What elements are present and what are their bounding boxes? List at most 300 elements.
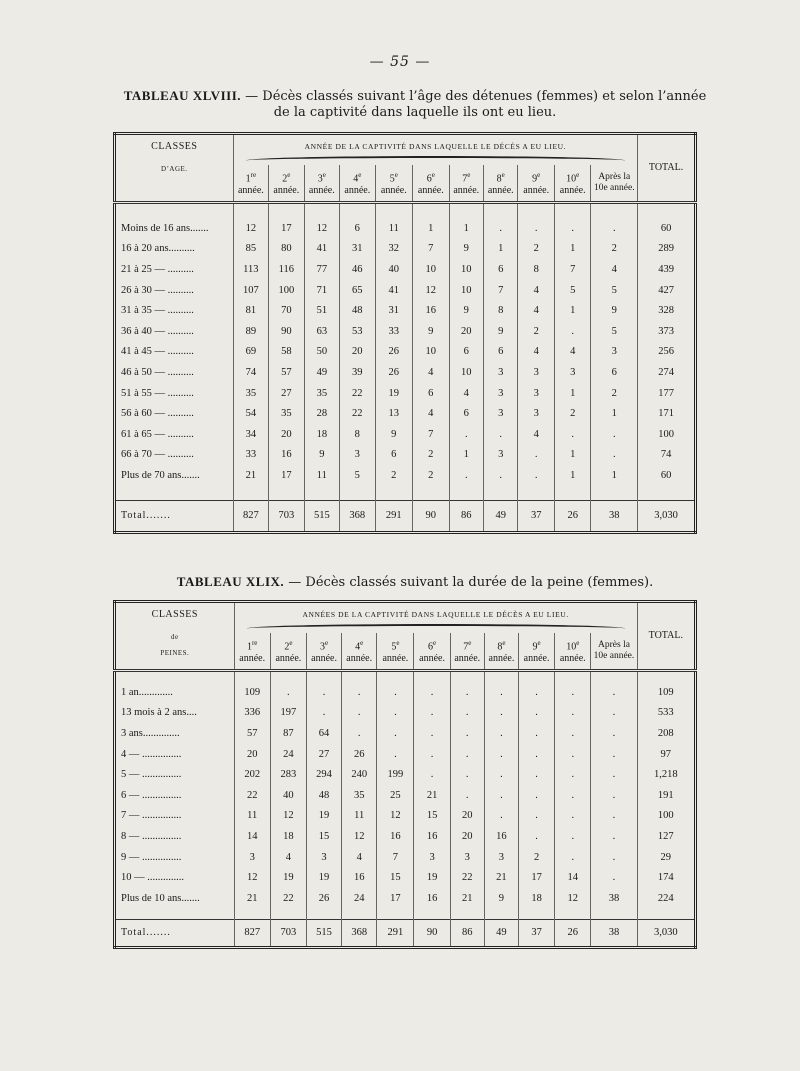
year-header-6 — [414, 633, 450, 671]
table-cell: 197 — [270, 703, 306, 724]
class-header-label: CLASSES — [151, 141, 198, 152]
brace-decoration — [246, 156, 625, 165]
year-suffix: e — [322, 170, 326, 179]
table-cell: . — [519, 826, 555, 847]
year-suffix: re — [250, 170, 257, 179]
row-label: Plus de 70 ans....... — [115, 465, 234, 486]
table-49-title — [115, 574, 715, 591]
table-cell: . — [591, 744, 637, 765]
table-49 — [113, 600, 697, 949]
year-header-4 — [340, 165, 375, 203]
table-cell: 2 — [591, 239, 638, 260]
year-number: 5 — [389, 173, 395, 185]
year-number: 7 — [463, 641, 469, 653]
table-row — [115, 445, 696, 466]
table-cell: 22 — [234, 785, 270, 806]
column-total: 368 — [340, 500, 375, 532]
year-header-9 — [518, 165, 554, 203]
class-header-sublabel: D’AGE. — [161, 165, 188, 173]
year-suffix: e — [324, 638, 329, 647]
column-total: 49 — [484, 919, 518, 947]
table-cell: 40 — [375, 259, 413, 280]
year-word: année. — [239, 653, 266, 665]
table-cell: 4 — [518, 424, 554, 445]
table-48-title — [115, 88, 715, 121]
spacer-row — [115, 671, 696, 683]
table-cell: 13 — [375, 403, 413, 424]
table-row — [115, 362, 696, 383]
table-cell: 2 — [413, 445, 449, 466]
table-cell: 4 — [270, 847, 306, 868]
table-row — [115, 321, 696, 342]
table-cell: 63 — [304, 321, 339, 342]
table-cell: 57 — [234, 723, 270, 744]
table-cell: 16 — [377, 826, 414, 847]
table-cell: 35 — [233, 383, 268, 404]
table-cell: 16 — [414, 888, 450, 909]
row-total: 1,218 — [653, 769, 678, 781]
table-cell: 54 — [233, 403, 268, 424]
table-cell: 6 — [340, 218, 375, 239]
table-cell: . — [450, 764, 484, 785]
spacer-cell — [115, 486, 234, 501]
table-cell: . — [484, 764, 518, 785]
table-cell: 1 — [591, 465, 638, 486]
year-suffix: e — [537, 638, 541, 647]
column-total: 515 — [304, 500, 339, 532]
table-cell: 4 — [591, 259, 638, 280]
total-column-header: TOTAL. — [638, 134, 696, 203]
class-column-header — [115, 602, 235, 671]
table-cell: . — [484, 682, 518, 703]
table-cell: 17 — [377, 888, 414, 909]
row-label: 46 à 50 — .......... — [115, 362, 234, 383]
table-cell: 20 — [269, 424, 304, 445]
table-cell: 58 — [269, 342, 304, 363]
spacer-cell — [377, 671, 414, 683]
spacer-cell — [234, 909, 270, 920]
year-word: année. — [523, 653, 550, 665]
spacer-cell — [555, 671, 591, 683]
table-cell: 1 — [484, 239, 518, 260]
table-cell: 17 — [269, 218, 304, 239]
column-total: 37 — [518, 500, 554, 532]
row-total: 289 — [658, 243, 674, 255]
column-total: 37 — [519, 919, 555, 947]
spacer-cell — [377, 909, 414, 920]
table-cell: 11 — [304, 465, 339, 486]
table-cell: 32 — [375, 239, 413, 260]
table-cell: 5 — [591, 321, 638, 342]
year-word: année. — [487, 185, 514, 197]
table-cell: . — [484, 703, 518, 724]
year-header-1 — [234, 633, 270, 671]
row-total: 328 — [658, 305, 674, 317]
table-row — [115, 239, 696, 260]
row-total: 439 — [658, 263, 674, 275]
row-total: 174 — [657, 872, 674, 884]
table-cell: . — [414, 764, 450, 785]
table-cell: 57 — [269, 362, 304, 383]
header-row — [115, 602, 696, 634]
table-cell: 1 — [554, 239, 590, 260]
table-cell: 12 — [413, 280, 449, 301]
table-cell: . — [518, 465, 554, 486]
column-total: 827 — [234, 919, 270, 947]
total-column-header: TOTAL. — [637, 602, 695, 671]
column-total: 827 — [233, 500, 268, 532]
row-label: 36 à 40 — .......... — [115, 321, 234, 342]
column-total: 38 — [591, 500, 638, 532]
year-word: année. — [237, 185, 264, 197]
table-cell: 21 — [414, 785, 450, 806]
row-label: 8 — ............... — [115, 826, 235, 847]
table-cell: 3 — [484, 403, 518, 424]
table-cell: 116 — [269, 259, 304, 280]
table-cell: . — [484, 785, 518, 806]
total-row-label: Total....... — [115, 500, 234, 532]
table-cell: . — [342, 682, 377, 703]
table-cell: 26 — [342, 744, 377, 765]
table-cell: 16 — [484, 826, 518, 847]
spacer-cell — [375, 203, 413, 219]
table-cell: 11 — [342, 806, 377, 827]
row-total: 127 — [657, 830, 674, 842]
row-label: Moins de 16 ans....... — [115, 218, 234, 239]
brace-decoration — [247, 624, 625, 633]
table-48-title-line2: de la captivité dans laquelle ils ont eu lieu. — [273, 105, 557, 120]
row-label: 16 à 20 ans.......... — [115, 239, 234, 260]
table-cell: . — [519, 785, 555, 806]
row-label: 6 — ............... — [115, 785, 235, 806]
table-cell: . — [591, 445, 638, 466]
table-cell: . — [591, 785, 637, 806]
table-cell: 27 — [269, 383, 304, 404]
table-cell: . — [484, 218, 518, 239]
year-group-header — [234, 602, 637, 634]
table-cell: 1 — [554, 465, 590, 486]
year-header-5 — [375, 165, 413, 203]
column-total: 703 — [269, 500, 304, 532]
table-cell: 19 — [306, 867, 341, 888]
table-cell: 7 — [377, 847, 414, 868]
table-cell: 2 — [413, 465, 449, 486]
table-cell: 5 — [554, 280, 590, 301]
year-number: 1 — [245, 173, 251, 185]
grand-total: 3,030 — [637, 919, 695, 947]
table-cell: 28 — [304, 403, 339, 424]
spacer-cell — [449, 486, 483, 501]
table-cell: . — [591, 867, 637, 888]
table-cell: 10 — [449, 362, 483, 383]
year-suffix: e — [287, 170, 291, 179]
table-cell: 70 — [269, 300, 304, 321]
spacer-row — [115, 203, 696, 219]
table-cell: . — [449, 424, 483, 445]
spacer-cell — [233, 203, 268, 219]
year-word: année. — [382, 653, 409, 665]
table-cell: 46 — [340, 259, 375, 280]
year-header-8 — [484, 165, 518, 203]
spacer-cell — [518, 486, 554, 501]
table-cell: 10 — [413, 342, 449, 363]
table-cell: 3 — [518, 383, 554, 404]
table-cell: 22 — [340, 403, 375, 424]
spacer-cell — [342, 909, 377, 920]
spacer-cell — [519, 909, 555, 920]
row-label: 4 — ............... — [115, 744, 235, 765]
row-total: 256 — [658, 346, 674, 358]
table-cell: 19 — [414, 867, 450, 888]
table-cell: 16 — [413, 300, 449, 321]
year-number: 6 — [428, 641, 434, 653]
year-word: année. — [308, 185, 335, 197]
spacer-cell — [342, 671, 377, 683]
row-label: 26 à 30 — .......... — [115, 280, 234, 301]
table-cell: 18 — [270, 826, 306, 847]
table-body — [115, 671, 696, 948]
table-cell: . — [377, 744, 414, 765]
table-cell: . — [484, 723, 518, 744]
table-cell: . — [519, 806, 555, 827]
class-header-label: CLASSES — [151, 609, 198, 620]
table-cell: . — [518, 445, 554, 466]
year-number: 9 — [532, 173, 538, 185]
table-cell: 16 — [342, 867, 377, 888]
table-cell: . — [484, 744, 518, 765]
table-cell: 16 — [269, 445, 304, 466]
table-cell: 3 — [306, 847, 341, 868]
table-cell: 31 — [340, 239, 375, 260]
table-cell: 80 — [269, 239, 304, 260]
table-cell: . — [450, 703, 484, 724]
table-row — [115, 888, 696, 909]
table-cell: . — [555, 723, 591, 744]
table-cell: 12 — [270, 806, 306, 827]
table-cell: 21 — [234, 888, 270, 909]
table-cell: 3 — [591, 342, 638, 363]
spacer-cell — [306, 671, 341, 683]
column-total: 86 — [449, 500, 483, 532]
row-label: 41 à 45 — .......... — [115, 342, 234, 363]
year-word: année. — [380, 185, 407, 197]
table-cell: 1 — [554, 445, 590, 466]
table-cell: 3 — [554, 362, 590, 383]
year-number: 1 — [246, 641, 252, 653]
table-cell: 17 — [519, 867, 555, 888]
table-cell: 9 — [375, 424, 413, 445]
table-cell: 12 — [233, 218, 268, 239]
table-cell: . — [377, 682, 414, 703]
table-cell: 71 — [304, 280, 339, 301]
table-cell: 6 — [375, 445, 413, 466]
row-total: 74 — [660, 449, 672, 461]
spacer-cell — [555, 909, 591, 920]
table-49-title-number: TABLEAU XLIX. — [176, 574, 285, 589]
table-cell: 8 — [518, 259, 554, 280]
year-suffix: e — [289, 638, 293, 647]
row-total: 224 — [657, 892, 674, 904]
total-row — [115, 919, 696, 947]
spacer-cell — [518, 203, 554, 219]
table-row — [115, 744, 696, 765]
table-cell: 11 — [234, 806, 270, 827]
year-suffix: e — [396, 638, 400, 647]
table-row — [115, 826, 696, 847]
class-column-header — [115, 134, 234, 203]
table-cell: 81 — [233, 300, 268, 321]
table-cell: 109 — [234, 682, 270, 703]
table-cell: . — [555, 682, 591, 703]
table-cell: 7 — [413, 424, 449, 445]
table-cell: 9 — [484, 321, 518, 342]
year-header-7 — [449, 165, 483, 203]
table-cell: 33 — [375, 321, 413, 342]
year-word: année. — [453, 185, 480, 197]
table-cell: . — [591, 826, 637, 847]
spacer-cell — [269, 486, 304, 501]
year-header-5 — [377, 633, 414, 671]
table-cell: 16 — [414, 826, 450, 847]
year-word: année. — [559, 185, 586, 197]
table-row — [115, 847, 696, 868]
year-word: année. — [344, 185, 371, 197]
row-label: 9 — ............... — [115, 847, 235, 868]
row-total: 533 — [657, 707, 674, 719]
table-cell: 336 — [234, 703, 270, 724]
column-total: 291 — [377, 919, 414, 947]
year-header-10 — [555, 633, 591, 671]
row-label: 21 à 25 — .......... — [115, 259, 234, 280]
row-label: Plus de 10 ans....... — [115, 888, 235, 909]
year-number: 4 — [355, 641, 361, 653]
year-header-10 — [554, 165, 590, 203]
table-cell: 1 — [449, 445, 483, 466]
table-cell: . — [377, 723, 414, 744]
spacer-cell — [413, 486, 449, 501]
spacer-cell — [304, 203, 339, 219]
row-label: 13 mois à 2 ans.... — [115, 703, 235, 724]
table-row — [115, 383, 696, 404]
year-word: année. — [273, 185, 300, 197]
year-header-3 — [304, 165, 339, 203]
row-total: 191 — [657, 789, 674, 801]
table-cell: . — [591, 764, 637, 785]
row-total: 29 — [660, 851, 672, 863]
row-total: 60 — [660, 469, 672, 481]
table-cell: . — [342, 703, 377, 724]
table-row — [115, 342, 696, 363]
table-cell: . — [306, 682, 341, 703]
spacer-cell — [591, 486, 638, 501]
table-row — [115, 300, 696, 321]
year-suffix: re — [251, 638, 258, 647]
table-cell: 19 — [306, 806, 341, 827]
table-cell: 27 — [306, 744, 341, 765]
year-word: année. — [275, 653, 302, 665]
page-number: — 55 — — [369, 54, 431, 70]
table-cell: 9 — [304, 445, 339, 466]
table-cell: 35 — [304, 383, 339, 404]
table-48 — [113, 132, 697, 534]
spacer-cell — [340, 486, 375, 501]
table-cell: 26 — [306, 888, 341, 909]
table-cell: 65 — [340, 280, 375, 301]
table-cell: 10 — [449, 280, 483, 301]
table-cell: 5 — [591, 280, 638, 301]
table-cell: 12 — [342, 826, 377, 847]
year-group-header — [233, 134, 638, 166]
table-cell: 3 — [518, 362, 554, 383]
spacer-cell — [375, 486, 413, 501]
year-number: 8 — [497, 641, 503, 653]
table-cell: 2 — [375, 465, 413, 486]
year-word: année. — [523, 185, 550, 197]
table-cell: 11 — [375, 218, 413, 239]
row-total: 100 — [658, 428, 674, 440]
class-header-sublabel: de — [171, 633, 179, 641]
table-cell: 4 — [518, 280, 554, 301]
table-cell: . — [519, 764, 555, 785]
table-cell: 12 — [304, 218, 339, 239]
table-cell: 20 — [234, 744, 270, 765]
table-cell: 8 — [340, 424, 375, 445]
table-cell: . — [591, 424, 638, 445]
year-suffix: e — [468, 638, 472, 647]
table-cell: . — [414, 744, 450, 765]
table-cell: 9 — [449, 239, 483, 260]
table-cell: 48 — [306, 785, 341, 806]
column-total: 515 — [306, 919, 341, 947]
table-cell: . — [555, 703, 591, 724]
table-cell: 240 — [342, 764, 377, 785]
table-cell: 34 — [233, 424, 268, 445]
spacer-cell — [450, 671, 484, 683]
table-cell: 85 — [233, 239, 268, 260]
table-row — [115, 218, 696, 239]
table-cell: 18 — [519, 888, 555, 909]
year-word: année. — [454, 653, 481, 665]
spacer-cell — [637, 671, 695, 683]
row-total: 100 — [657, 810, 674, 822]
table-cell: 89 — [233, 321, 268, 342]
row-label: 51 à 55 — .......... — [115, 383, 234, 404]
table-head — [115, 134, 696, 203]
year-word: année. — [311, 653, 337, 665]
table-cell: 4 — [413, 362, 449, 383]
year-number: 4 — [353, 173, 359, 185]
table-cell: 7 — [413, 239, 449, 260]
table-cell: . — [306, 703, 341, 724]
table-cell: 24 — [342, 888, 377, 909]
spacer-cell — [591, 203, 638, 219]
year-suffix: e — [433, 638, 437, 647]
spacer-cell — [233, 486, 268, 501]
column-total: 86 — [450, 919, 484, 947]
year-number: 3 — [319, 641, 325, 653]
year-header-2 — [269, 165, 304, 203]
row-label: 5 — ............... — [115, 764, 235, 785]
table-cell: 17 — [269, 465, 304, 486]
table-cell: . — [450, 785, 484, 806]
spacer-cell — [413, 203, 449, 219]
year-number: 7 — [462, 173, 468, 185]
table-row — [115, 806, 696, 827]
column-total: 26 — [555, 919, 591, 947]
year-suffix: e — [576, 170, 580, 179]
table-cell: 20 — [450, 826, 484, 847]
grand-total: 3,030 — [638, 500, 696, 532]
